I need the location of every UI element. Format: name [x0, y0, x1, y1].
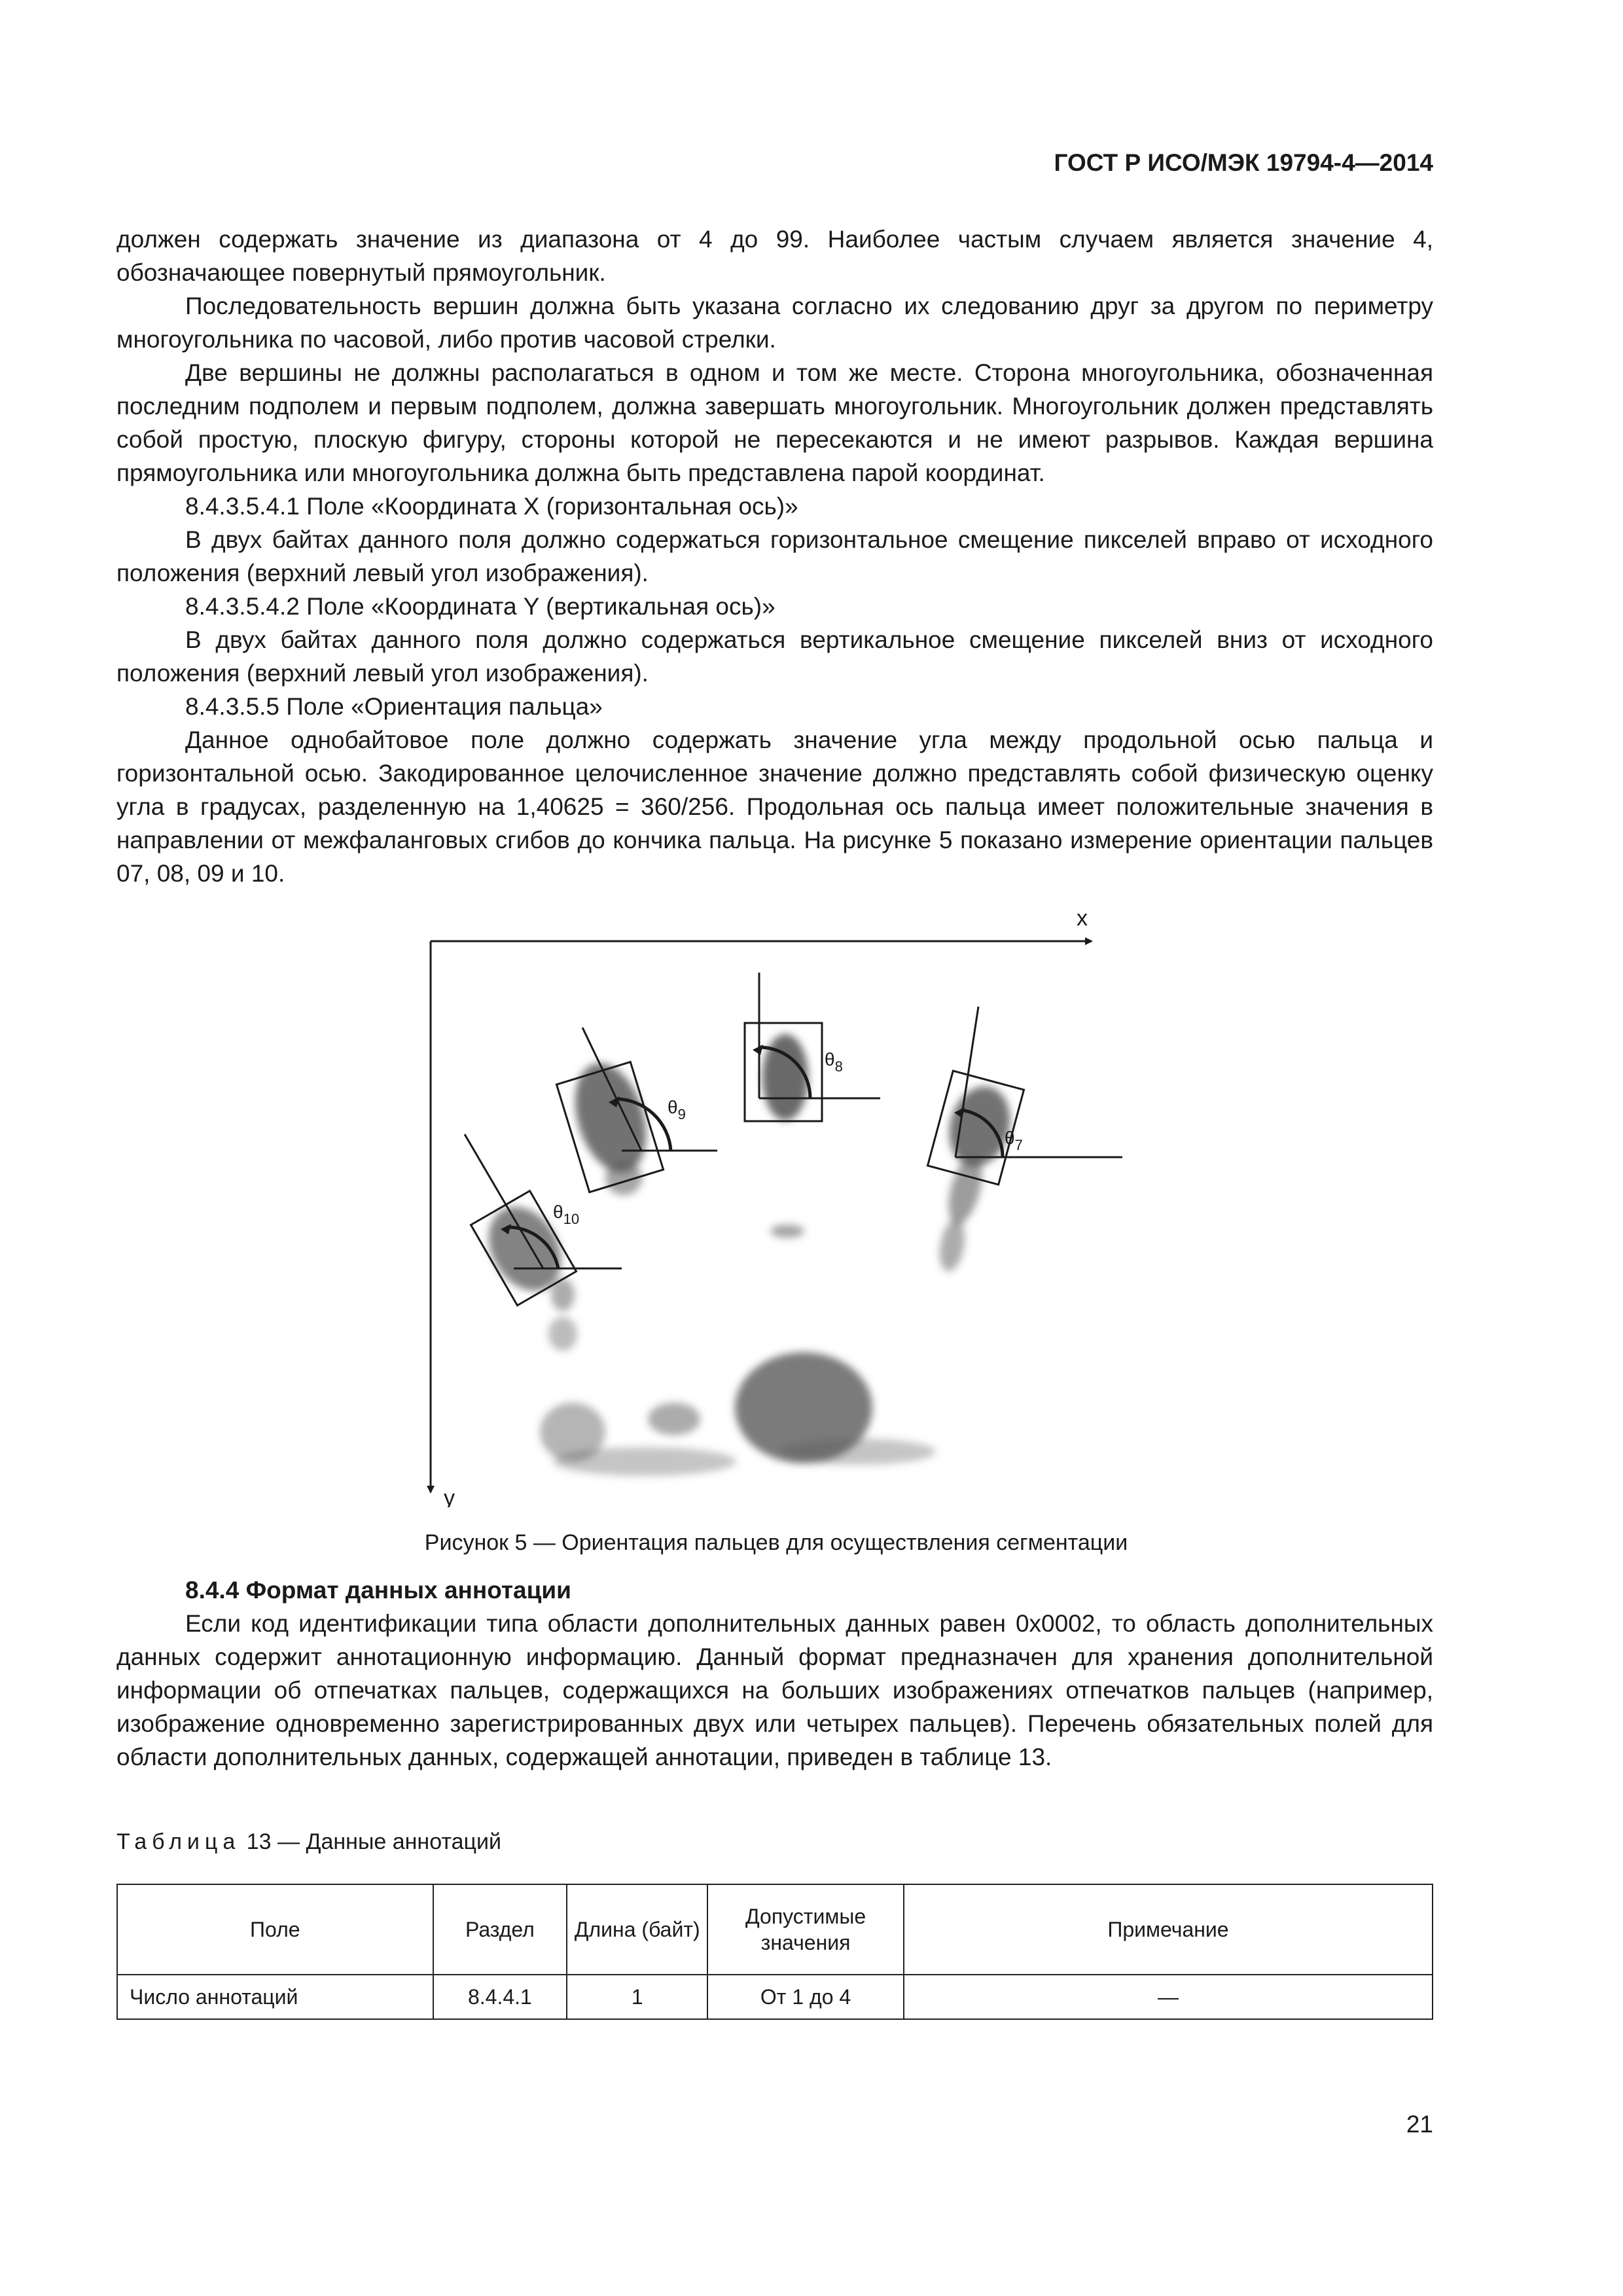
x-axis-label: x	[1077, 906, 1088, 931]
table-title-word: Таблица	[116, 1829, 241, 1854]
theta-8-subscript: 8	[834, 1058, 843, 1075]
section-paragraph: Если код идентификации типа области дополнительных данных равен 0x0002, то область дополнительных данных содержит аннотационную информацию. Данный формат предназначен для хранения дополнительной информации об отпечатках пальцев, содержащихся на больших изображениях отпечатков пальцев (например, изображение одновременно зарегистрированных двух или четырех пальцев). Перечень обязательных полей для области дополнительных данных, содержащей аннотации, приведен в таблице 13.	[116, 1610, 1433, 1770]
cell-length: 1	[567, 1975, 707, 2019]
svg-text:θ10	[553, 1202, 579, 1227]
theta-10-symbol: θ	[553, 1202, 563, 1222]
theta-7-symbol: θ	[1005, 1128, 1015, 1148]
subsection-heading-orientation: 8.4.3.5.5 Поле «Ориентация пальца»	[185, 693, 603, 720]
cell-section: 8.4.4.1	[433, 1975, 567, 2019]
header-section: Раздел	[433, 1884, 567, 1975]
cell-allowed-values: От 1 до 4	[707, 1975, 904, 2019]
theta-9-symbol: θ	[668, 1097, 678, 1117]
paragraph-vertex-rules: Две вершины не должны располагаться в одном и том же месте. Сторона многоугольника, обозначенная последним подполем и первым подполем, должна завершать многоугольник. Многоугольник должен представлять собой простую, плоскую фигуру, стороны которой не пересекаются и не имеют разрывов. Каждая вершина прямоугольника или многоугольника должна быть представлена парой координат.	[116, 359, 1433, 486]
table-title-rest: 13 — Данные аннотаций	[240, 1829, 501, 1854]
finger-08-annotation	[745, 973, 880, 1121]
subsection-heading-y: 8.4.3.5.4.2 Поле «Координата Y (вертикальная ось)»	[185, 593, 776, 620]
figure-caption: Рисунок 5 — Ориентация пальцев для осуществления сегментации	[424, 1530, 1128, 1555]
header-allowed-values: Допустимые значения	[707, 1884, 904, 1975]
paragraph-x-coordinate: В двух байтах данного поля должно содержаться горизонтальное смещение пикселей вправо от исходного положения (верхний левый угол изображения).	[116, 526, 1433, 586]
svg-text:θ8	[825, 1049, 843, 1075]
fingerprint-impressions	[474, 1034, 1019, 1476]
y-axis	[431, 941, 455, 1507]
theta-10-subscript: 10	[563, 1211, 580, 1227]
svg-text:θ9	[668, 1097, 686, 1122]
paragraph-y-coordinate: В двух байтах данного поля должно содержаться вертикальное смещение пикселей вниз от исходного положения (верхний левый угол изображения).	[116, 626, 1433, 687]
table-row	[117, 1975, 1433, 2019]
table-title	[116, 1829, 501, 1855]
page-number: 21	[1406, 2111, 1433, 2138]
paragraph-vertex-order: Последовательность вершин должна быть указана согласно их следованию друг за другом по периметру многоугольника по часовой, либо против часовой стрелки.	[116, 293, 1433, 353]
header-length: Длина (байт)	[567, 1884, 707, 1975]
document-code-header: ГОСТ Р ИСО/МЭК 19794-4—2014	[1054, 149, 1433, 176]
x-axis	[431, 906, 1092, 941]
subsection-heading-x: 8.4.3.5.4.1 Поле «Координата X (горизонтальная ось)»	[185, 493, 798, 520]
cell-field: Число аннотаций	[117, 1975, 433, 2019]
theta-8-symbol: θ	[825, 1049, 835, 1069]
theta-9-subscript: 9	[677, 1106, 686, 1122]
finger-orientation-figure	[399, 902, 1158, 1507]
body-text	[116, 223, 1433, 890]
annotation-data-table	[116, 1884, 1433, 2020]
figure-drawing	[399, 902, 1158, 1507]
y-axis-label: y	[444, 1486, 455, 1507]
paragraph-orientation: Данное однобайтовое поле должно содержать значение угла между продольной осью пальца и горизонтальной осью. Закодированное целочисленное значение должно представлять собой физическую оценку угла в градусах, разделенную на 1,40625 = 360/256. Продольная ось пальца имеет положительные значения в направлении от межфаланговых сгибов до кончика пальца. На рисунке 5 показано измерение ориентации пальцев 07, 08, 09 и 10.	[116, 726, 1433, 887]
annotation-format-section	[116, 1573, 1433, 1774]
header-field: Поле	[117, 1884, 433, 1975]
table-header-row	[117, 1884, 1433, 1975]
theta-7-subscript: 7	[1014, 1137, 1023, 1153]
header-note: Примечание	[904, 1884, 1433, 1975]
paragraph-continuation: должен содержать значение из диапазона от 4 до 99. Наиболее частым случаем является значение 4, обозначающее повернутый прямоугольник.	[116, 226, 1433, 286]
cell-note: —	[904, 1975, 1433, 2019]
section-heading: 8.4.4 Формат данных аннотации	[185, 1577, 571, 1604]
finger-07-annotation	[927, 1007, 1122, 1185]
